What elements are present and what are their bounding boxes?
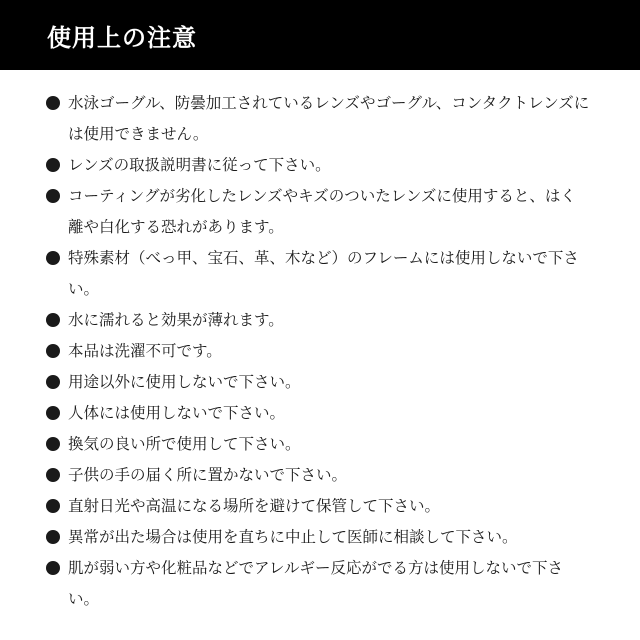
notice-text: 子供の手の届く所に置かないで下さい。 bbox=[68, 466, 348, 484]
notice-item bbox=[0, 491, 640, 522]
bullet-icon bbox=[46, 406, 60, 420]
notice-text: 水に濡れると効果が薄れます。 bbox=[68, 311, 284, 329]
notice-item bbox=[0, 150, 640, 181]
notice-item bbox=[0, 367, 640, 398]
bullet-icon bbox=[46, 96, 60, 110]
bullet-icon bbox=[46, 499, 60, 513]
notice-item bbox=[0, 553, 640, 615]
bullet-icon bbox=[46, 344, 60, 358]
notice-item bbox=[0, 398, 640, 429]
bullet-icon bbox=[46, 375, 60, 389]
bullet-icon bbox=[46, 158, 60, 172]
notice-text: 特殊素材（べっ甲、宝石、革、木など）のフレームには使用しないで下さい。 bbox=[68, 249, 579, 298]
notice-item bbox=[0, 522, 640, 553]
bullet-icon bbox=[46, 251, 60, 265]
page-title: 使用上の注意 bbox=[47, 23, 197, 52]
notice-item bbox=[0, 305, 640, 336]
bullet-icon bbox=[46, 313, 60, 327]
notice-list bbox=[0, 88, 640, 615]
notice-item bbox=[0, 243, 640, 305]
notice-item bbox=[0, 429, 640, 460]
bullet-icon bbox=[46, 530, 60, 544]
notice-text: 用途以外に使用しないで下さい。 bbox=[68, 373, 301, 391]
notice-item bbox=[0, 88, 640, 150]
bullet-icon bbox=[46, 468, 60, 482]
notice-item bbox=[0, 336, 640, 367]
notice-item bbox=[0, 460, 640, 491]
notice-text: 換気の良い所で使用して下さい。 bbox=[68, 435, 301, 453]
header-bar bbox=[0, 0, 640, 70]
notice-text: コーティングが劣化したレンズやキズのついたレンズに使用すると、はく離や白化する恐れがあります。 bbox=[68, 187, 576, 236]
bullet-icon bbox=[46, 437, 60, 451]
notice-text: 肌が弱い方や化粧品などでアレルギー反応がでる方は使用しないで下さい。 bbox=[68, 559, 563, 608]
bullet-icon bbox=[46, 189, 60, 203]
notice-item bbox=[0, 181, 640, 243]
notice-text: レンズの取扱説明書に従って下さい。 bbox=[68, 156, 331, 174]
bullet-icon bbox=[46, 561, 60, 575]
notice-text: 直射日光や高温になる場所を避けて保管して下さい。 bbox=[68, 497, 441, 515]
notice-text: 人体には使用しないで下さい。 bbox=[68, 404, 286, 422]
notice-text: 異常が出た場合は使用を直ちに中止して医師に相談して下さい。 bbox=[68, 528, 518, 546]
notice-text: 水泳ゴーグル、防曇加工されているレンズやゴーグル、コンタクトレンズには使用できません。 bbox=[68, 94, 590, 143]
notice-text: 本品は洗濯不可です。 bbox=[68, 342, 222, 360]
